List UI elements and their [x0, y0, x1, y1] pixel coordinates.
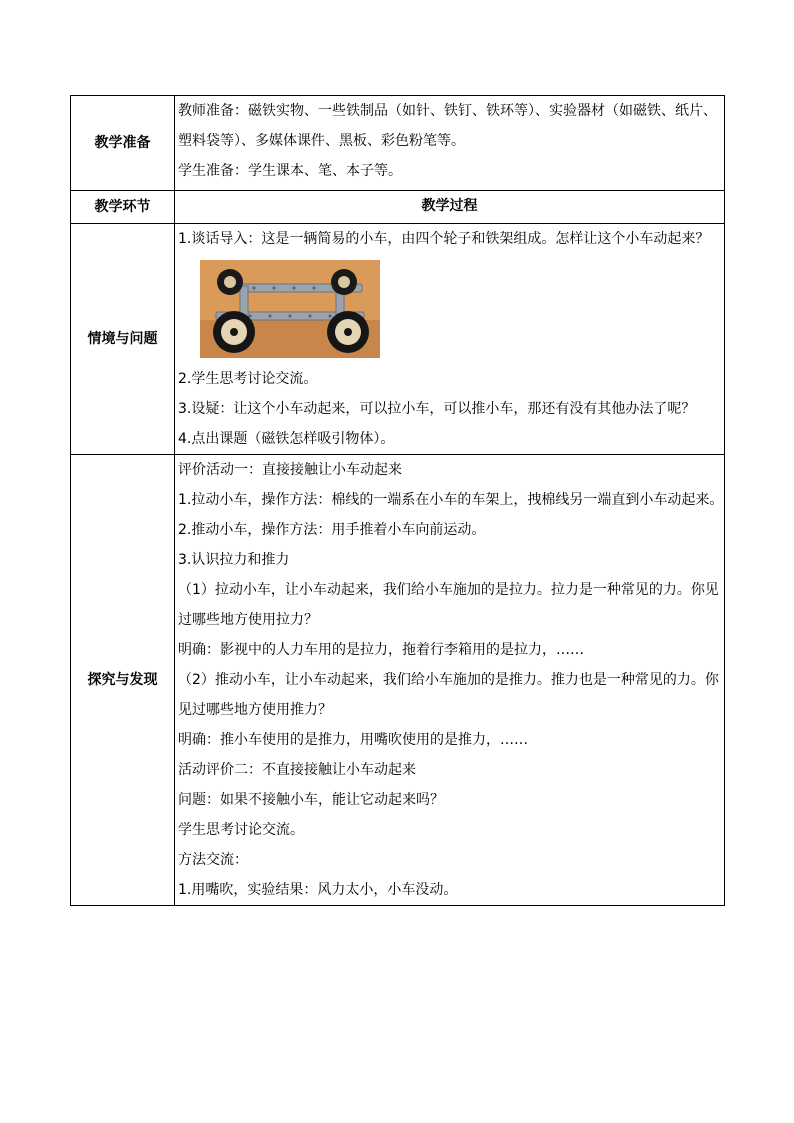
content-situation [175, 224, 725, 455]
text-line: 问题：如果不接触小车，能让它动起来吗？ [178, 792, 444, 808]
text-line: 1.谈话导入：这是一辆简易的小车，由四个轮子和铁架组成。怎样让这个小车动起来？ [178, 231, 710, 247]
text-line: 明确：影视中的人力车用的是拉力，拖着行李箱用的是拉力，…… [178, 642, 584, 658]
text-line: 明确：推小车使用的是推力，用嘴吹使用的是推力，…… [178, 732, 528, 748]
text-line: 活动评价二：不直接接触让小车动起来 [178, 762, 416, 778]
text-line: 2.学生思考讨论交流。 [178, 371, 318, 387]
toy-car-photo [200, 260, 380, 358]
wheel-front-right [327, 311, 369, 353]
text-line: 方法交流： [178, 852, 248, 868]
wheel-back-right [331, 269, 357, 295]
text-line: 教师准备：磁铁实物、一些铁制品（如针、铁钉、铁环等）、实验器材（如磁铁、纸片、塑料袋等）、多媒体课件、黑板、彩色粉笔等。 [178, 103, 717, 149]
wheel-front-left [213, 311, 255, 353]
text-line: 4.点出课题（磁铁怎样吸引物体）。 [178, 431, 395, 447]
text-line: 2.推动小车，操作方法：用手推着小车向前运动。 [178, 522, 486, 538]
content-explore [175, 455, 725, 906]
row-preparation [71, 96, 725, 191]
text-line: 1.拉动小车，操作方法：棉线的一端系在小车的车架上，拽棉线另一端直到小车动起来。 [178, 492, 724, 508]
text-line: （1）拉动小车，让小车动起来，我们给小车施加的是拉力。拉力是一种常见的力。你见过哪些地方使用拉力？ [178, 582, 719, 628]
text-line: 1.用嘴吹，实验结果：风力太小，小车没动。 [178, 882, 458, 898]
label-explore: 探究与发现 [71, 455, 175, 906]
wheel-back-left [217, 269, 243, 295]
row-explore [71, 455, 725, 906]
text-line: 3.认识拉力和推力 [178, 552, 290, 568]
label-preparation: 教学准备 [71, 96, 175, 191]
text-line: 3.设疑：让这个小车动起来，可以拉小车，可以推小车，那还有没有其他办法了呢？ [178, 401, 696, 417]
label-situation: 情境与问题 [71, 224, 175, 455]
content-preparation [175, 96, 725, 191]
text-line: 学生思考讨论交流。 [178, 822, 304, 838]
text-line: （2）推动小车，让小车动起来，我们给小车施加的是推力。推力也是一种常见的力。你见过哪些地方使用推力？ [178, 672, 719, 718]
lesson-plan-table [70, 95, 725, 906]
row-situation [71, 224, 725, 455]
header-stage: 教学环节 [71, 191, 175, 224]
header-process: 教学过程 [175, 191, 725, 224]
text-line: 评价活动一：直接接触让小车动起来 [178, 462, 402, 478]
row-header [71, 191, 725, 224]
text-line: 学生准备：学生课本、笔、本子等。 [178, 163, 402, 179]
